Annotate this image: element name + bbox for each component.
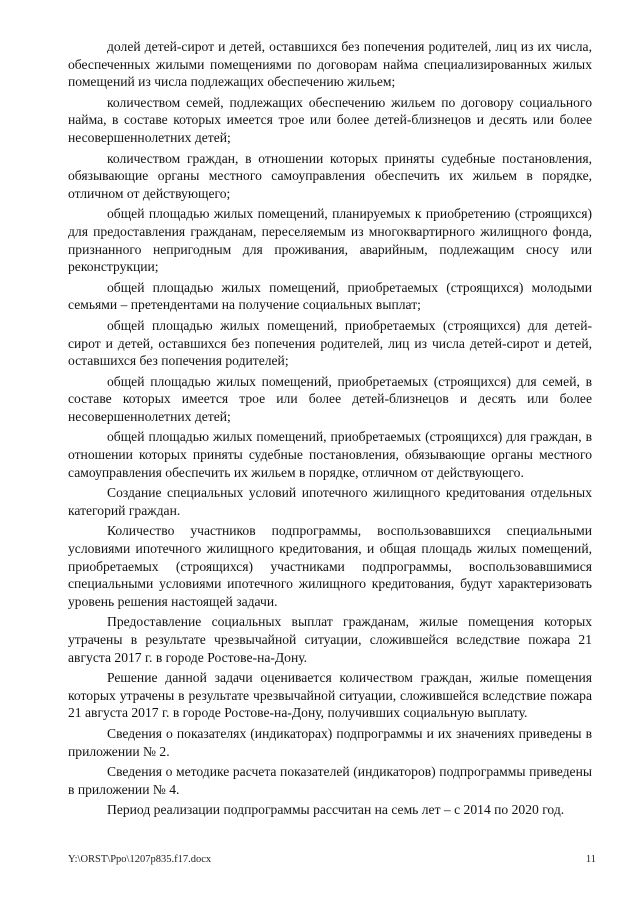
paragraph: общей площадью жилых помещений, приобретаемых (строящихся) для граждан, в отношении которых приняты судебные постановления, обязывающие органы местного самоуправления обеспечить их жильем в порядке, отличном от действующего.: [68, 429, 592, 480]
paragraph: общей площадью жилых помещений, планируемых к приобретению (строящихся) для предоставления гражданам, переселяемым из многоквартирного жилищного фонда, признанного непригодным для проживания, аварийным, подлежащим сносу или реконструкции;: [68, 206, 592, 275]
paragraph: долей детей-сирот и детей, оставшихся без попечения родителей, лиц из их числа, обеспеченных жилыми помещениями по договорам найма специализированных жилых помещений из числа подлежащих обеспечению жильем;: [68, 39, 592, 90]
page-number: 11: [585, 854, 596, 865]
paragraph: общей площадью жилых помещений, приобретаемых (строящихся) для детей-сирот и детей, оставшихся без попечения родителей, лиц из числа детей-сирот и детей, оставшихся без попечения родителей;: [68, 317, 592, 369]
paragraph: количеством семей, подлежащих обеспечению жильем по договору социального найма, в составе которых имеется трое или более детей-близнецов и десять или более несовершеннолетних детей;: [68, 94, 592, 145]
paragraph: Создание специальных условий ипотечного жилищного кредитования отдельных категорий граждан.: [68, 485, 592, 518]
paragraph: Сведения о показателях (индикаторах) подпрограммы и их значениях приведены в приложении № 2.: [68, 725, 592, 759]
paragraph: Решение данной задачи оценивается количеством граждан, жилые помещения которых утрачены в результате чрезвычайной ситуации, сложившейся вследствие пожара 21 августа 2017 г. в городе Ростове-на-Дону, получивших социальную выплату.: [68, 670, 592, 721]
paragraph: общей площадью жилых помещений, приобретаемых (строящихся) молодыми семьями – претендентами на получение социальных выплат;: [68, 279, 592, 313]
document-body: [68, 38, 592, 822]
paragraph: общей площадью жилых помещений, приобретаемых (строящихся) для семей, в составе которых имеется трое или более детей-близнецов и десять или более несовершеннолетних детей;: [68, 373, 592, 424]
paragraph: Предоставление социальных выплат гражданам, жилые помещения которых утрачены в результате чрезвычайной ситуации, сложившейся вследствие пожара 21 августа 2017 г. в городе Ростове-на-Дону.: [68, 614, 592, 665]
paragraph: Период реализации подпрограммы рассчитан на семь лет – с 2014 по 2020 год.: [107, 802, 565, 818]
footer-file-path: Y:\ORST\Ppo\1207p835.f17.docx: [68, 854, 212, 865]
paragraph: количеством граждан, в отношении которых приняты судебные постановления, обязывающие органы местного самоуправления обеспечить их жильем в порядке, отличном от действующего;: [68, 150, 592, 201]
paragraph: Количество участников подпрограммы, воспользовавшихся специальными условиями ипотечного жилищного кредитования, и общая площадь жилых помещений, приобретаемых (строящихся) участниками подпрограммы, воспользовавшимися специальными условиями ипотечного жилищного кредитования, будут характеризовать уровень решения настоящей задачи.: [68, 523, 592, 609]
paragraph: Сведения о методике расчета показателей (индикаторов) подпрограммы приведены в приложении № 4.: [68, 764, 592, 797]
